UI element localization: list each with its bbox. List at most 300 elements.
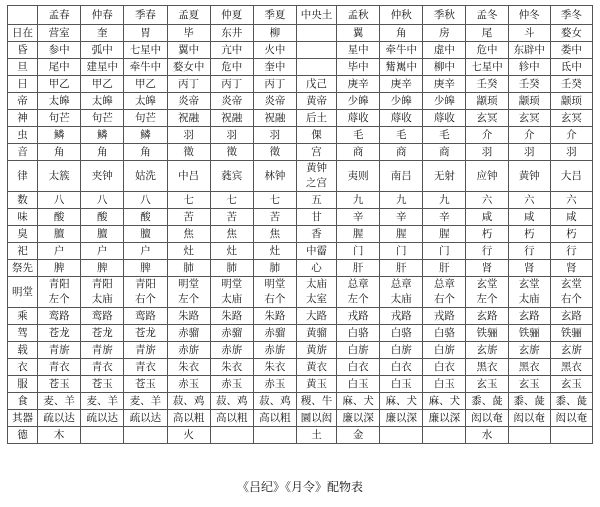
table-cell: 白骆	[380, 325, 423, 342]
table-cell: 庚辛	[423, 76, 466, 93]
table-cell: 星中	[337, 42, 380, 59]
table-cell: 蕤宾	[210, 161, 253, 192]
table-cell: 婺女中	[167, 59, 210, 76]
table-cell: 胃	[124, 25, 167, 42]
table-cell: 太皞	[38, 93, 81, 110]
table-cell: 朱路	[210, 308, 253, 325]
table-cell: 六	[550, 192, 592, 209]
table-cell: 菽、鸡	[253, 393, 296, 410]
table-cell: 青旂	[38, 342, 81, 359]
table-cell: 金	[337, 427, 380, 444]
row-label: 明堂	[8, 277, 38, 308]
table-cell: 商	[380, 144, 423, 161]
table-cell: 柳	[253, 25, 296, 42]
row-label: 味	[8, 209, 38, 226]
table-cell: 酸	[81, 209, 124, 226]
table-cell: 玄旂	[466, 342, 508, 359]
table-cell: 角	[38, 144, 81, 161]
table-row	[8, 359, 593, 376]
table-cell: 觜嶲中	[380, 59, 423, 76]
table-cell: 鳞	[38, 127, 81, 144]
row-label: 祀	[8, 243, 38, 260]
table-cell: 应钟	[466, 161, 508, 192]
header-row	[8, 6, 593, 25]
table-cell: 蓐收	[337, 110, 380, 127]
table-cell: 中霤	[296, 243, 336, 260]
table-cell: 咸	[466, 209, 508, 226]
table-cell: 白玉	[380, 376, 423, 393]
table-row	[8, 76, 593, 93]
table-cell: 赤骝	[167, 325, 210, 342]
table-cell: 介	[550, 127, 592, 144]
table-cell: 白旂	[380, 342, 423, 359]
table-cell: 朽	[466, 226, 508, 243]
row-label: 其器	[8, 410, 38, 427]
table-cell: 玄玉	[508, 376, 550, 393]
table-cell: 肺	[167, 260, 210, 277]
header-cell: 仲秋	[380, 6, 423, 25]
row-label: 德	[8, 427, 38, 444]
table-cell: 玄堂 右个	[550, 277, 592, 308]
table-cell	[508, 427, 550, 444]
table-cell: 苦	[210, 209, 253, 226]
table-cell: 疏以达	[81, 410, 124, 427]
table-row	[8, 427, 593, 444]
table-cell: 玄旂	[508, 342, 550, 359]
table-cell: 玄冥	[466, 110, 508, 127]
table-cell: 句芒	[124, 110, 167, 127]
row-label: 数	[8, 192, 38, 209]
table-cell: 肺	[210, 260, 253, 277]
table-cell: 戎路	[337, 308, 380, 325]
table-cell: 参中	[38, 42, 81, 59]
table-cell: 玄路	[466, 308, 508, 325]
table-cell: 明堂 太庙	[210, 277, 253, 308]
table-cell: 行	[550, 243, 592, 260]
row-label: 旦	[8, 59, 38, 76]
table-cell: 灶	[167, 243, 210, 260]
table-cell: 火中	[253, 42, 296, 59]
table-cell: 甲乙	[81, 76, 124, 93]
table-cell: 虚中	[423, 42, 466, 59]
table-cell: 七星中	[124, 42, 167, 59]
table-cell: 肾	[508, 260, 550, 277]
table-cell: 麦、羊	[124, 393, 167, 410]
table-cell: 甘	[296, 209, 336, 226]
table-row	[8, 376, 593, 393]
table-cell: 白衣	[423, 359, 466, 376]
table-cell: 斗	[508, 25, 550, 42]
table-cell: 角	[81, 144, 124, 161]
table-cell	[296, 25, 336, 42]
table-row	[8, 110, 593, 127]
table-cell: 庚辛	[337, 76, 380, 93]
row-label: 日	[8, 76, 38, 93]
row-label: 食	[8, 393, 38, 410]
table-cell: 黍、彘	[550, 393, 592, 410]
table-cell: 羽	[550, 144, 592, 161]
table-cell: 夷则	[337, 161, 380, 192]
table-cell: 甲乙	[38, 76, 81, 93]
table-cell: 朱衣	[167, 359, 210, 376]
table-cell: 徵	[253, 144, 296, 161]
table-cell: 夹钟	[81, 161, 124, 192]
table-cell: 六	[466, 192, 508, 209]
row-label: 虫	[8, 127, 38, 144]
table-cell: 羽	[253, 127, 296, 144]
table-cell: 行	[508, 243, 550, 260]
table-cell: 白旂	[423, 342, 466, 359]
table-cell: 玄玉	[466, 376, 508, 393]
header-cell: 中央土	[296, 6, 336, 25]
table-cell: 行	[466, 243, 508, 260]
row-label: 臭	[8, 226, 38, 243]
table-cell: 赤旂	[167, 342, 210, 359]
table-cell: 苍玉	[124, 376, 167, 393]
table-cell: 尾	[466, 25, 508, 42]
row-label: 衣	[8, 359, 38, 376]
table-cell: 丙丁	[167, 76, 210, 93]
table-cell: 麻、犬	[337, 393, 380, 410]
table-cell: 廉以深	[423, 410, 466, 427]
table-row	[8, 243, 593, 260]
table-cell: 尾中	[38, 59, 81, 76]
table-cell: 火	[167, 427, 210, 444]
table-cell: 白衣	[337, 359, 380, 376]
table-cell: 闳以奄	[508, 410, 550, 427]
table-cell: 娄中	[550, 42, 592, 59]
table-cell: 炎帝	[253, 93, 296, 110]
table-cell: 黑衣	[466, 359, 508, 376]
table-row	[8, 308, 593, 325]
table-cell: 丙丁	[253, 76, 296, 93]
table-cell: 朽	[508, 226, 550, 243]
table-cell: 朱路	[253, 308, 296, 325]
table-cell: 高以粗	[167, 410, 210, 427]
table-cell: 水	[466, 427, 508, 444]
row-label: 服	[8, 376, 38, 393]
table-cell: 酸	[38, 209, 81, 226]
table-cell: 姑洗	[124, 161, 167, 192]
table-body	[8, 25, 593, 444]
table-cell: 麦、羊	[81, 393, 124, 410]
table-cell: 香	[296, 226, 336, 243]
table-cell: 后土	[296, 110, 336, 127]
row-label: 日在	[8, 25, 38, 42]
table-cell: 大路	[296, 308, 336, 325]
table-cell: 腥	[423, 226, 466, 243]
table-cell: 宫	[296, 144, 336, 161]
table-cell: 焦	[253, 226, 296, 243]
table-wrapper	[7, 5, 593, 444]
table-cell: 丙丁	[210, 76, 253, 93]
correspondence-table	[7, 5, 593, 444]
table-cell: 南吕	[380, 161, 423, 192]
table-cell: 户	[81, 243, 124, 260]
table-cell: 黄骝	[296, 325, 336, 342]
table-cell: 徵	[167, 144, 210, 161]
table-cell: 鸾路	[38, 308, 81, 325]
table-cell: 朽	[550, 226, 592, 243]
table-cell	[423, 427, 466, 444]
table-cell: 青旂	[124, 342, 167, 359]
table-cell: 青衣	[124, 359, 167, 376]
table-cell: 朱路	[167, 308, 210, 325]
table-cell: 毛	[380, 127, 423, 144]
table-cell: 九	[380, 192, 423, 209]
table-cell: 大吕	[550, 161, 592, 192]
table-cell: 八	[124, 192, 167, 209]
table-cell: 戎路	[423, 308, 466, 325]
table-cell: 林钟	[253, 161, 296, 192]
table-cell: 酸	[124, 209, 167, 226]
table-cell: 总章 太庙	[380, 277, 423, 308]
table-cell: 黑衣	[550, 359, 592, 376]
table-cell: 角	[124, 144, 167, 161]
table-cell: 肾	[466, 260, 508, 277]
table-cell: 黄衣	[296, 359, 336, 376]
table-cell: 朱衣	[210, 359, 253, 376]
table-cell: 七	[210, 192, 253, 209]
table-cell: 八	[81, 192, 124, 209]
table-cell: 肺	[253, 260, 296, 277]
table-cell: 青旂	[81, 342, 124, 359]
table-caption: 《吕纪》《月令》配物表	[236, 480, 363, 494]
table-cell: 辛	[380, 209, 423, 226]
table-cell: 玄堂 太庙	[508, 277, 550, 308]
table-cell: 七	[253, 192, 296, 209]
table-cell: 闳以奄	[466, 410, 508, 427]
table-cell: 黑衣	[508, 359, 550, 376]
table-cell: 闳以奄	[550, 410, 592, 427]
table-cell: 句芒	[81, 110, 124, 127]
table-cell: 商	[337, 144, 380, 161]
table-row	[8, 127, 593, 144]
table-cell: 苍龙	[81, 325, 124, 342]
table-cell: 赤骝	[253, 325, 296, 342]
table-cell: 炎帝	[167, 93, 210, 110]
table-cell: 苍龙	[124, 325, 167, 342]
table-cell: 介	[466, 127, 508, 144]
row-label: 祭先	[8, 260, 38, 277]
table-cell: 九	[337, 192, 380, 209]
table-cell: 麦、羊	[38, 393, 81, 410]
table-cell: 铁骊	[508, 325, 550, 342]
table-cell: 戊己	[296, 76, 336, 93]
table-cell	[550, 427, 592, 444]
table-cell: 颛顼	[550, 93, 592, 110]
header-cell: 仲冬	[508, 6, 550, 25]
table-cell: 青衣	[81, 359, 124, 376]
header-cell: 孟春	[38, 6, 81, 25]
table-cell: 颛顼	[508, 93, 550, 110]
table-cell: 危中	[466, 42, 508, 59]
header-cell	[8, 6, 38, 25]
table-cell: 玄冥	[508, 110, 550, 127]
table-cell	[380, 427, 423, 444]
table-cell: 青衣	[38, 359, 81, 376]
table-cell: 门	[423, 243, 466, 260]
table-cell: 玄路	[508, 308, 550, 325]
table-cell: 壬癸	[466, 76, 508, 93]
row-label: 律	[8, 161, 38, 192]
table-cell: 苦	[253, 209, 296, 226]
table-cell: 太簇	[38, 161, 81, 192]
table-cell: 毕	[167, 25, 210, 42]
table-row	[8, 25, 593, 42]
table-cell: 建星中	[81, 59, 124, 76]
table-cell: 腥	[380, 226, 423, 243]
table-cell	[210, 427, 253, 444]
table-cell: 东辟中	[508, 42, 550, 59]
table-cell: 玄堂 左个	[466, 277, 508, 308]
table-cell: 祝融	[210, 110, 253, 127]
table-cell: 脾	[81, 260, 124, 277]
row-label: 载	[8, 342, 38, 359]
table-cell: 膻	[38, 226, 81, 243]
table-cell: 翼	[337, 25, 380, 42]
table-cell: 玄旂	[550, 342, 592, 359]
table-cell: 辛	[423, 209, 466, 226]
table-cell: 苍龙	[38, 325, 81, 342]
table-cell: 黄帝	[296, 93, 336, 110]
table-cell: 牵牛中	[124, 59, 167, 76]
header-cell: 季夏	[253, 6, 296, 25]
table-cell: 青阳 左个	[38, 277, 81, 308]
row-label: 神	[8, 110, 38, 127]
table-cell: 甲乙	[124, 76, 167, 93]
table-row	[8, 59, 593, 76]
table-cell: 白旂	[337, 342, 380, 359]
table-cell: 少皞	[337, 93, 380, 110]
table-cell: 黄玉	[296, 376, 336, 393]
table-cell: 徵	[210, 144, 253, 161]
table-cell: 焦	[167, 226, 210, 243]
table-cell: 赤旂	[253, 342, 296, 359]
table-cell: 腥	[337, 226, 380, 243]
table-cell: 庚辛	[380, 76, 423, 93]
table-cell: 房	[423, 25, 466, 42]
table-cell: 玄路	[550, 308, 592, 325]
table-cell: 羽	[466, 144, 508, 161]
table-row	[8, 342, 593, 359]
table-cell: 廉以深	[337, 410, 380, 427]
table-row	[8, 277, 593, 308]
table-cell: 氐中	[550, 59, 592, 76]
row-label: 驾	[8, 325, 38, 342]
table-cell: 菽、鸡	[210, 393, 253, 410]
table-cell: 营室	[38, 25, 81, 42]
table-cell: 脾	[124, 260, 167, 277]
table-cell: 灶	[210, 243, 253, 260]
table-cell: 壬癸	[508, 76, 550, 93]
table-cell: 太庙 太室	[296, 277, 336, 308]
table-cell: 膻	[81, 226, 124, 243]
table-cell: 黄旂	[296, 342, 336, 359]
table-cell: 黄钟 之宫	[296, 161, 336, 192]
table-cell: 苍玉	[38, 376, 81, 393]
table-cell	[296, 59, 336, 76]
table-cell: 祝融	[253, 110, 296, 127]
table-cell: 脾	[38, 260, 81, 277]
table-row	[8, 42, 593, 59]
table-cell: 黄钟	[508, 161, 550, 192]
table-cell: 东井	[210, 25, 253, 42]
table-cell: 少皞	[423, 93, 466, 110]
table-cell: 朱衣	[253, 359, 296, 376]
table-cell: 白骆	[337, 325, 380, 342]
table-cell: 廉以深	[380, 410, 423, 427]
table-cell: 鸾路	[81, 308, 124, 325]
table-cell: 赤玉	[167, 376, 210, 393]
table-cell: 毛	[337, 127, 380, 144]
table-cell: 商	[423, 144, 466, 161]
table-cell: 肝	[423, 260, 466, 277]
table-cell: 壬癸	[550, 76, 592, 93]
table-cell: 肝	[337, 260, 380, 277]
table-cell: 黍、彘	[466, 393, 508, 410]
table-cell: 毛	[423, 127, 466, 144]
table-cell: 角	[380, 25, 423, 42]
table-cell: 白骆	[423, 325, 466, 342]
table-cell: 铁骊	[466, 325, 508, 342]
table-cell: 牵牛中	[380, 42, 423, 59]
table-cell: 赤旂	[210, 342, 253, 359]
table-cell: 无射	[423, 161, 466, 192]
table-row	[8, 393, 593, 410]
table-cell: 白玉	[337, 376, 380, 393]
table-cell: 门	[337, 243, 380, 260]
table-cell: 铁骊	[550, 325, 592, 342]
table-cell: 鳞	[81, 127, 124, 144]
table-cell: 高以粗	[210, 410, 253, 427]
table-cell: 倮	[296, 127, 336, 144]
table-cell: 辛	[337, 209, 380, 226]
table-cell: 菽、鸡	[167, 393, 210, 410]
table-cell: 心	[296, 260, 336, 277]
header-cell: 季秋	[423, 6, 466, 25]
header-cell: 仲夏	[210, 6, 253, 25]
header-cell: 孟秋	[337, 6, 380, 25]
table-cell: 户	[124, 243, 167, 260]
table-cell	[253, 427, 296, 444]
table-cell: 土	[296, 427, 336, 444]
table-cell: 黍、彘	[508, 393, 550, 410]
table-cell: 赤玉	[253, 376, 296, 393]
table-cell: 肾	[550, 260, 592, 277]
table-cell: 青阳 太庙	[81, 277, 124, 308]
row-label: 音	[8, 144, 38, 161]
table-cell: 奎中	[253, 59, 296, 76]
table-cell: 白衣	[380, 359, 423, 376]
table-cell: 五	[296, 192, 336, 209]
table-cell: 羽	[167, 127, 210, 144]
row-label: 昏	[8, 42, 38, 59]
table-cell: 稷、牛	[296, 393, 336, 410]
header-cell: 孟夏	[167, 6, 210, 25]
table-cell: 苦	[167, 209, 210, 226]
table-cell: 总章 右个	[423, 277, 466, 308]
table-cell: 鳞	[124, 127, 167, 144]
table-cell: 六	[508, 192, 550, 209]
table-cell: 赤玉	[210, 376, 253, 393]
table-row	[8, 325, 593, 342]
table-cell: 木	[38, 427, 81, 444]
table-row	[8, 226, 593, 243]
table-cell: 柳中	[423, 59, 466, 76]
table-row	[8, 410, 593, 427]
table-cell: 太皞	[81, 93, 124, 110]
